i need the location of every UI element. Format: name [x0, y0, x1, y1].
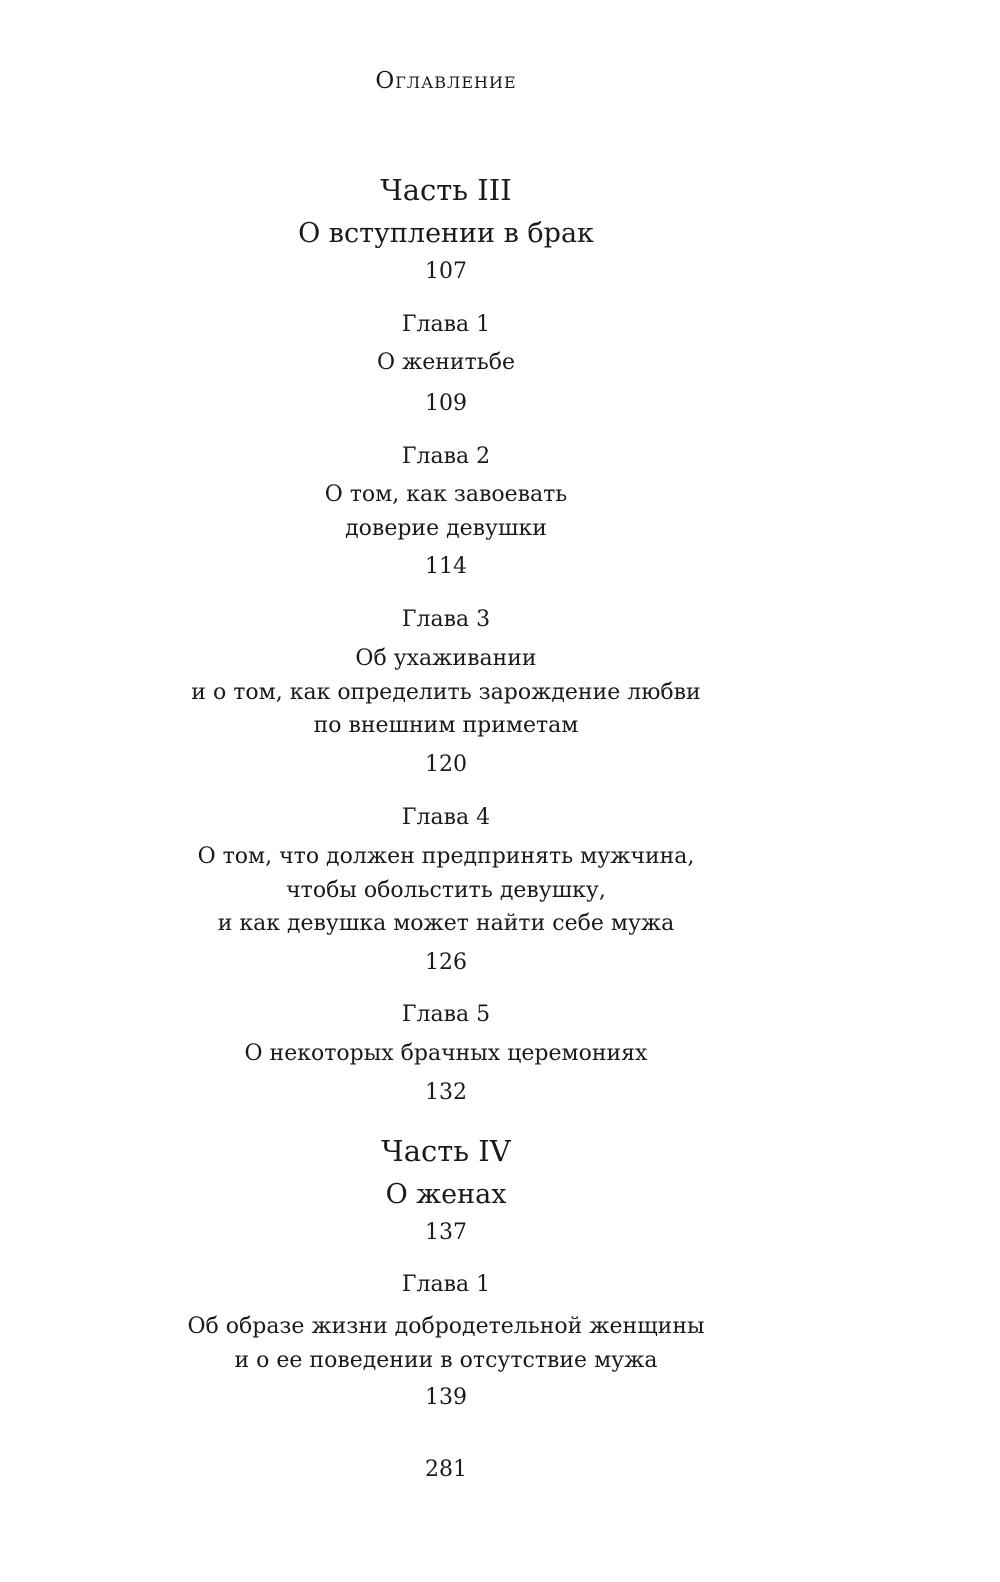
page-folio: 281	[425, 1457, 467, 1482]
toc-header: Оглавление	[375, 68, 517, 94]
chapter-page-number: 114	[425, 554, 467, 579]
chapter-name: чтобы обольстить девушку,	[286, 878, 606, 903]
part-title: Часть III	[380, 173, 512, 207]
chapter-page-number: 139	[425, 1385, 467, 1410]
chapter-name: О некоторых брачных церемониях	[244, 1041, 648, 1066]
chapter-title: Глава 3	[401, 607, 491, 632]
chapter-name: О женитьбе	[376, 350, 516, 375]
chapter-name: О том, как завоевать	[324, 482, 568, 507]
chapter-page-number: 126	[425, 950, 467, 975]
chapter-title: Глава 2	[401, 444, 491, 469]
chapter-name: доверие девушки	[345, 516, 547, 541]
chapter-title: Глава 1	[401, 312, 491, 337]
chapter-page-number: 109	[425, 391, 467, 416]
chapter-name: и как девушка может найти себе мужа	[217, 911, 675, 936]
part-page-number: 137	[425, 1220, 467, 1245]
chapter-name: Об образе жизни добродетельной женщины	[187, 1314, 705, 1339]
chapter-name: Об ухаживании	[355, 646, 537, 671]
chapter-title: Глава 5	[401, 1002, 491, 1027]
chapter-name: и о том, как определить зарождение любви	[191, 680, 701, 705]
chapter-name: по внешним приметам	[313, 713, 579, 738]
part-page-number: 107	[425, 259, 467, 284]
chapter-page-number: 120	[425, 752, 467, 777]
part-name: О вступлении в брак	[298, 218, 594, 249]
chapter-page-number: 132	[425, 1080, 467, 1105]
chapter-name: О том, что должен предпринять мужчина,	[197, 844, 695, 869]
chapter-title: Глава 4	[401, 805, 491, 830]
part-name: О женах	[385, 1179, 507, 1210]
chapter-name: и о ее поведении в отсутствие мужа	[234, 1348, 658, 1373]
part-title: Часть IV	[381, 1134, 511, 1168]
chapter-title: Глава 1	[401, 1272, 491, 1297]
